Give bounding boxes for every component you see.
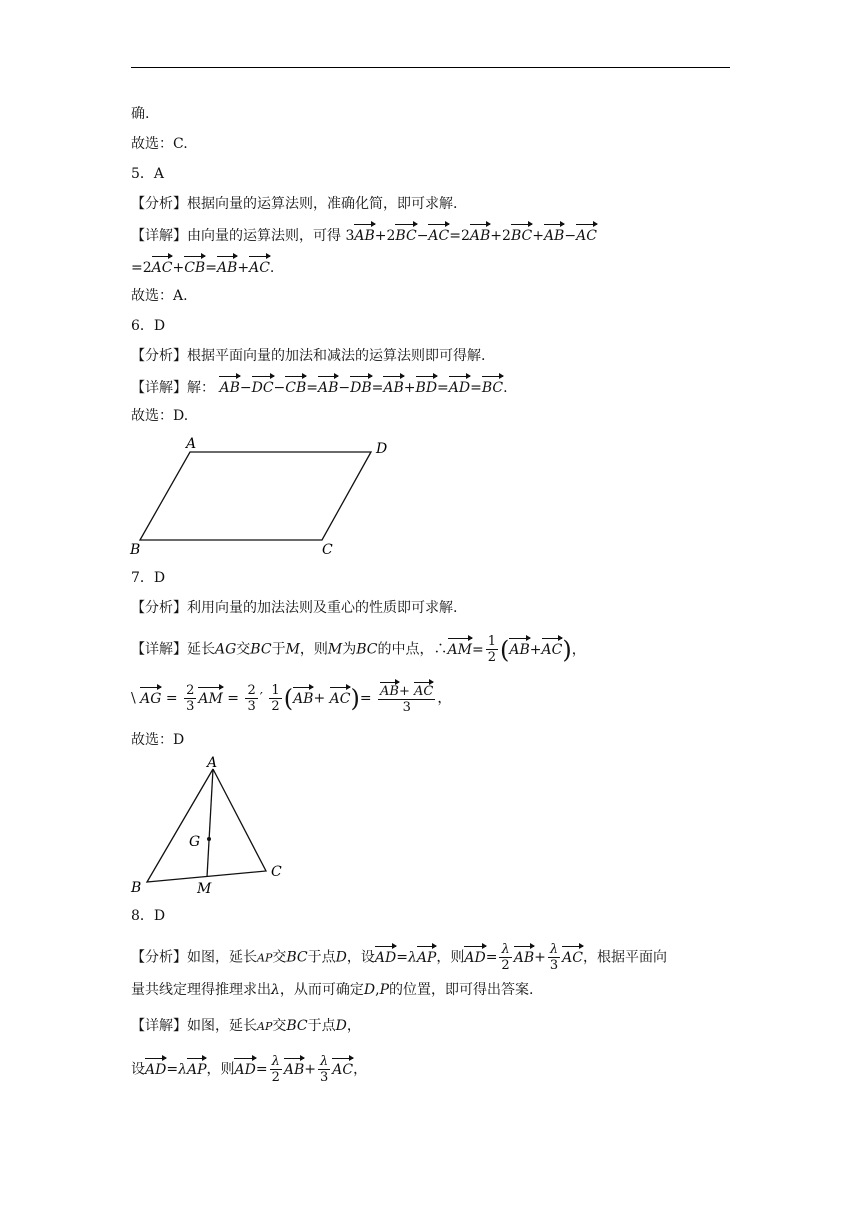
detail-prefix: 【详解】延长: [131, 641, 215, 658]
equation: 3AB+2BC−AC=2AB+2BC+AB−AC: [345, 228, 596, 244]
figure-label: B: [131, 880, 142, 896]
text: ，从而可确定: [279, 982, 364, 998]
figure-label: A: [207, 755, 218, 771]
text: ，根据平面向: [582, 949, 667, 966]
analysis-text: 【分析】根据平面向量的加法和减法的运算法则即可得解.: [131, 348, 486, 364]
text-line: 确.: [131, 106, 150, 122]
equation: AB−DC−CB=AB−DB=AB+BD=AD=BC.: [219, 380, 507, 396]
text: 交: [272, 949, 287, 966]
parallelogram-figure: [120, 432, 400, 562]
text: 【详解】如图，延长: [131, 1018, 257, 1034]
equation: =2AC+CB=AB+AC.: [131, 256, 274, 278]
text: 【分析】如图，延长: [131, 949, 257, 966]
question-number: 6．D: [131, 318, 166, 334]
text: 量共线定理得推理求出: [131, 982, 271, 998]
figure-label: M: [197, 881, 212, 897]
analysis-text: 【分析】根据向量的运算法则，准确化简，即可求解.: [131, 196, 458, 212]
text: 的中点，∴: [377, 641, 448, 658]
figure-label: A: [186, 436, 197, 452]
detail-line: [131, 224, 597, 246]
question-number: 7．D: [131, 570, 166, 586]
text: 交: [236, 641, 251, 658]
text-line: 故选：D: [131, 732, 185, 748]
equation: AM= $\frac{1}{2}$ (AB+AC)，: [447, 634, 586, 665]
equation: \ AG = $\frac{2}{3}$ AM = $\frac{2}{3}$ ′ $\frac{1}{2}$ (AB+ AC)= $\frac{AB+ AC}{3}$ ，: [131, 683, 452, 715]
figure-label: G: [189, 834, 201, 850]
text: ，则: [206, 1061, 235, 1078]
figure-label: B: [130, 542, 141, 558]
figure-label: D: [376, 441, 388, 457]
text: ，设: [346, 949, 375, 966]
detail-prefix: 【详解】由向量的运算法则，可得: [131, 228, 341, 244]
text: ，则: [436, 949, 465, 966]
text-line: 故选：C.: [131, 136, 188, 152]
analysis-text: 量共线定理得推理求出λ，从而可确定D,P的位置，即可得出答案.: [131, 982, 534, 998]
detail-line: 设AD=λAP，则AD= $\frac{\lambda}{2}$ AB+ $\frac{\lambda}{3}$ AC，: [131, 1054, 368, 1085]
text: 为: [342, 641, 357, 658]
text-line: 故选：D.: [131, 408, 189, 424]
text: ，则: [299, 641, 328, 658]
question-number: 5．A: [131, 166, 165, 182]
triangle-figure: [125, 754, 295, 897]
detail-line: [131, 376, 508, 398]
text: 设: [131, 1061, 145, 1078]
text: 的位置，即可得出答案.: [388, 982, 534, 998]
text: 于: [271, 641, 286, 658]
analysis-text: 【分析】利用向量的加法法则及重心的性质即可求解.: [131, 600, 458, 616]
question-number: 8．D: [131, 908, 166, 924]
detail-prefix: 【详解】解：: [131, 380, 215, 396]
text-line: 故选：A.: [131, 288, 188, 304]
text: 交: [272, 1018, 287, 1034]
header-rule: [131, 67, 730, 68]
detail-line: 【详解】如图，延长AP交BC于点D，: [131, 1018, 361, 1034]
figure-label: C: [322, 542, 333, 558]
analysis-text: 【分析】如图，延长AP交BC于点D，设AD=λAP，则AD= $\frac{\lambda}{2}$ AB+ $\frac{\lambda}{3}$ AC，根据平面向: [131, 942, 667, 973]
text: 于点: [307, 949, 336, 966]
detail-line: 【详解】延长AG交BC于M，则M为BC的中点，∴AM= $\frac{1}{2}$ (AB+AC)，: [131, 634, 586, 665]
text: 于点: [307, 1018, 336, 1034]
figure-label: C: [271, 864, 282, 880]
